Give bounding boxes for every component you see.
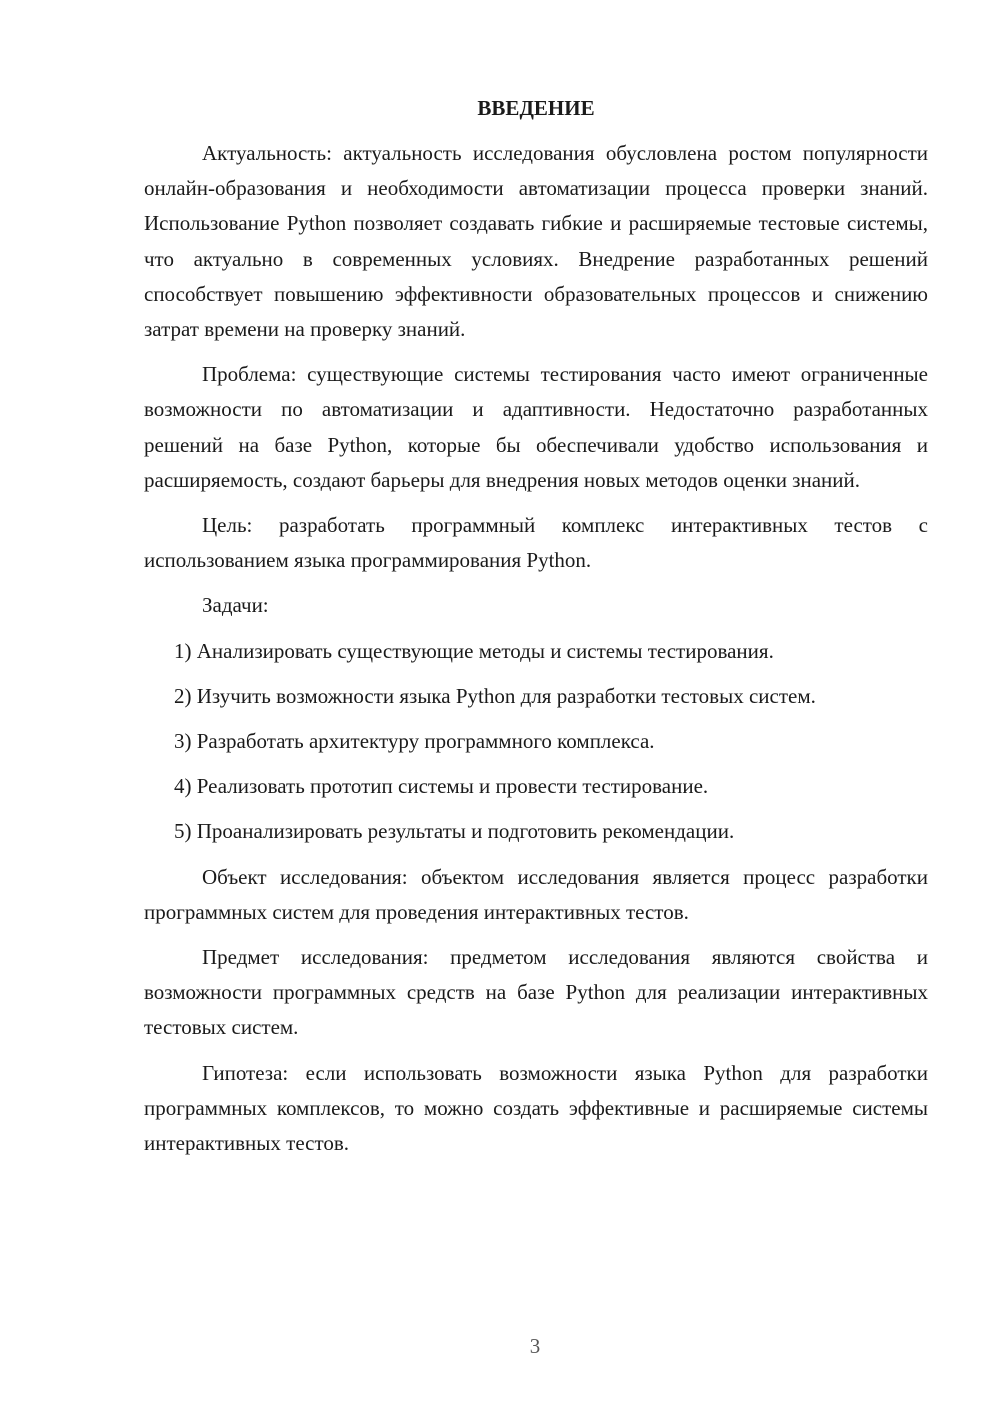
relevance-paragraph: Актуальность: актуальность исследования обусловлена ростом популярности онлайн-образования и необходимости автоматизации процесса проверки знаний. Использование Python позволяет создавать гибкие и расширяемые тестовые системы, что актуально в современных условиях. Внедрение разработанных решений способствует повышению эффективности образовательных процессов и снижению затрат времени на проверку знаний. (144, 141, 928, 342)
task-item: 2) Изучить возможности языка Python для разработки тестовых систем. (174, 683, 816, 708)
object-paragraph: Объект исследования: объектом исследования является процесс разработки программных систем для проведения интерактивных тестов. (144, 864, 928, 924)
hypothesis-paragraph: Гипотеза: если использовать возможности языка Python для разработки программных комплексов, то можно создать эффективные и расширяемые системы интерактивных тестов. (144, 1060, 928, 1156)
tasks-list (144, 634, 928, 850)
page-number: 3 (529, 1334, 541, 1358)
section-heading: ВВЕДЕНИЕ (477, 96, 595, 120)
tasks-label: Задачи: (202, 593, 269, 618)
page-number-container (0, 1334, 1000, 1358)
goal-paragraph: Цель: разработать программный комплекс интерактивных тестов с использованием языка программирования Python. (144, 513, 928, 573)
problem-paragraph: Проблема: существующие системы тестирования часто имеют ограниченные возможности по автоматизации и адаптивности. Недостаточно разработанных решений на базе Python, которые бы обеспечивали удобство использования и расширяемость, создают барьеры для внедрения новых методов оценки знаний. (144, 362, 928, 492)
task-item: 5) Проанализировать результаты и подготовить рекомендации. (174, 819, 735, 844)
task-item: 4) Реализовать прототип системы и провести тестирование. (174, 774, 709, 799)
task-item: 3) Разработать архитектуру программного комплекса. (174, 729, 655, 754)
document-page (144, 92, 928, 1171)
task-item: 1) Анализировать существующие методы и системы тестирования. (174, 638, 774, 663)
subject-paragraph: Предмет исследования: предметом исследования являются свойства и возможности программных средств на базе Python для реализации интерактивных тестовых систем. (144, 945, 928, 1040)
